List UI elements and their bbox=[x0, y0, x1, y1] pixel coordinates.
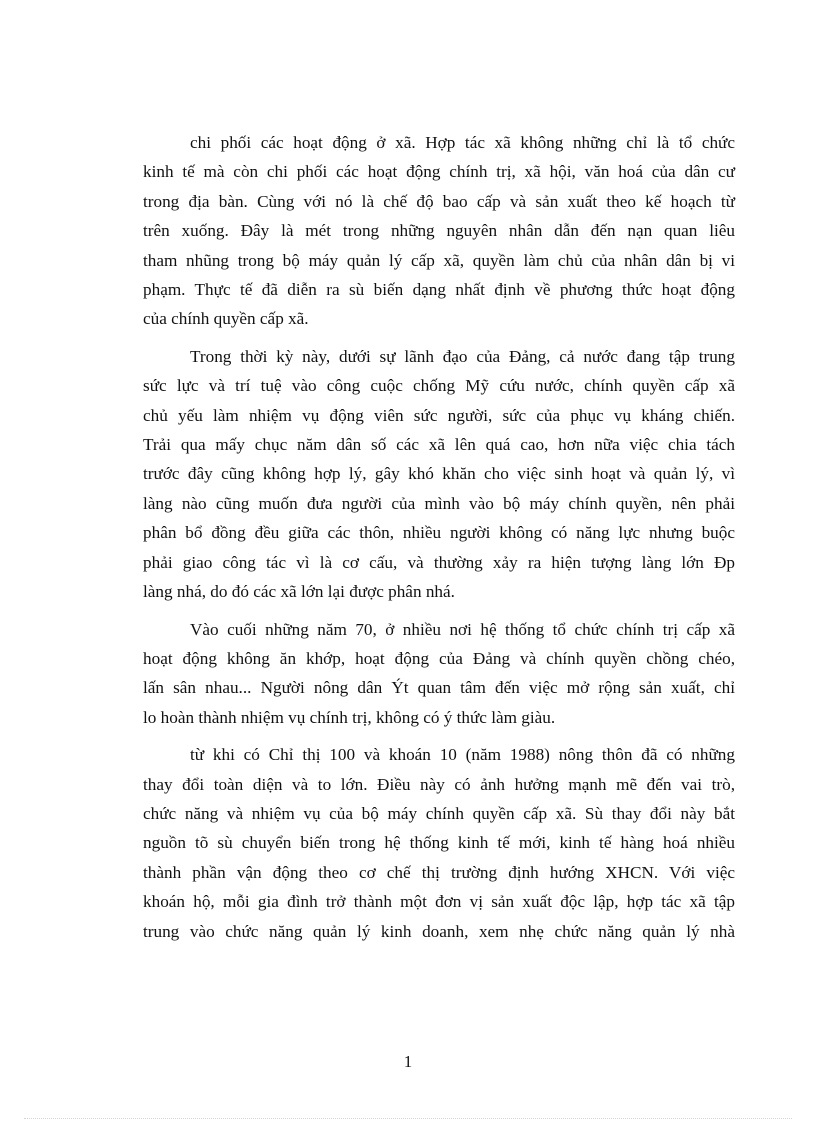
text-line: lo hoàn thành nhiệm vụ chính trị, không có ý thức làm giàu. bbox=[143, 707, 556, 727]
text-line: trung vào chức năng quản lý kinh doanh, xem nhẹ chức năng quản lý nhà bbox=[143, 921, 735, 941]
text-line: phải giao công tác vì là cơ cấu, và thường xảy ra hiện tượng làng lớn Đp bbox=[143, 552, 735, 572]
text-line: phạm. Thực tế đã diễn ra sù biến dạng nhất định về phương thức hoạt động bbox=[143, 280, 735, 300]
text-line: phân bổ đồng đều giữa các thôn, nhiều người không có năng lực nhưng buộc bbox=[143, 523, 735, 543]
text-line: thay đổi toàn diện và to lớn. Điều này có ảnh hưởng mạnh mẽ đến vai trò, bbox=[143, 774, 735, 794]
text-line: làng nhá, do đó các xã lớn lại được phân nhá. bbox=[143, 582, 455, 602]
paragraph-1 bbox=[143, 128, 735, 334]
text-line: Trải qua mấy chục năm dân số các xã lên quá cao, hơn nữa việc chia tách bbox=[143, 435, 735, 455]
text-line: hoạt động không ăn khớp, hoạt động của Đảng và chính quyền chồng chéo, bbox=[143, 648, 735, 668]
paragraph-4 bbox=[143, 740, 735, 946]
page-number: 1 bbox=[403, 1052, 413, 1071]
text-line: chủ yếu làm nhiệm vụ động viên sức người, sức của phục vụ kháng chiến. bbox=[143, 405, 735, 425]
text-line: khoán hộ, mỗi gia đình trở thành một đơn vị sản xuất độc lập, hợp tác xã tập bbox=[143, 892, 735, 912]
text-line: thành phần vận động theo cơ chế thị trường định hướng XHCN. Với việc bbox=[143, 862, 735, 882]
paragraph-2 bbox=[143, 342, 735, 607]
text-line: chức năng và nhiệm vụ của bộ máy chính quyền cấp xã. Sù thay đổi này bắt bbox=[143, 803, 735, 823]
text-line: trên xuống. Đây là mét trong những nguyên nhân dẫn đến nạn quan liêu bbox=[143, 221, 735, 241]
text-line: từ khi có Chỉ thị 100 và khoán 10 (năm 1988) nông thôn đã có những bbox=[190, 745, 735, 765]
text-line: lấn sân nhau... Người nông dân Ýt quan tâm đến việc mở rộng sản xuất, chỉ bbox=[143, 678, 735, 698]
text-line: tham nhũng trong bộ máy quản lý cấp xã, quyền làm chủ của nhân dân bị vi bbox=[143, 250, 735, 270]
text-line: kinh tế mà còn chi phối các hoạt động chính trị, xã hội, văn hoá của dân cư bbox=[143, 162, 735, 182]
text-line: Trong thời kỳ này, dưới sự lãnh đạo của Đảng, cả nước đang tập trung bbox=[190, 346, 735, 366]
page-bottom-divider bbox=[24, 1118, 792, 1119]
body-text bbox=[143, 128, 735, 954]
text-line: chi phối các hoạt động ở xã. Hợp tác xã không những chỉ là tổ chức bbox=[190, 133, 735, 152]
text-line: trước đây cũng không hợp lý, gây khó khăn cho việc sinh hoạt và quản lý, vì bbox=[143, 464, 735, 484]
text-line: trong địa bàn. Cùng với nó là chế độ bao cấp và sản xuất theo kế hoạch từ bbox=[143, 191, 735, 211]
text-line: làng nào cũng muốn đưa người của mình vào bộ máy chính quyền, nên phải bbox=[143, 493, 735, 513]
text-line: nguồn tõ sù chuyển biến trong hệ thống kinh tế mới, kinh tế hàng hoá nhiều bbox=[143, 833, 735, 853]
text-line: của chính quyền cấp xã. bbox=[143, 309, 309, 329]
text-line: Vào cuối những năm 70, ở nhiều nơi hệ thống tổ chức chính trị cấp xã bbox=[190, 619, 735, 639]
text-line: sức lực và trí tuệ vào công cuộc chống Mỹ cứu nước, chính quyền cấp xã bbox=[143, 376, 735, 396]
paragraph-3 bbox=[143, 615, 735, 733]
